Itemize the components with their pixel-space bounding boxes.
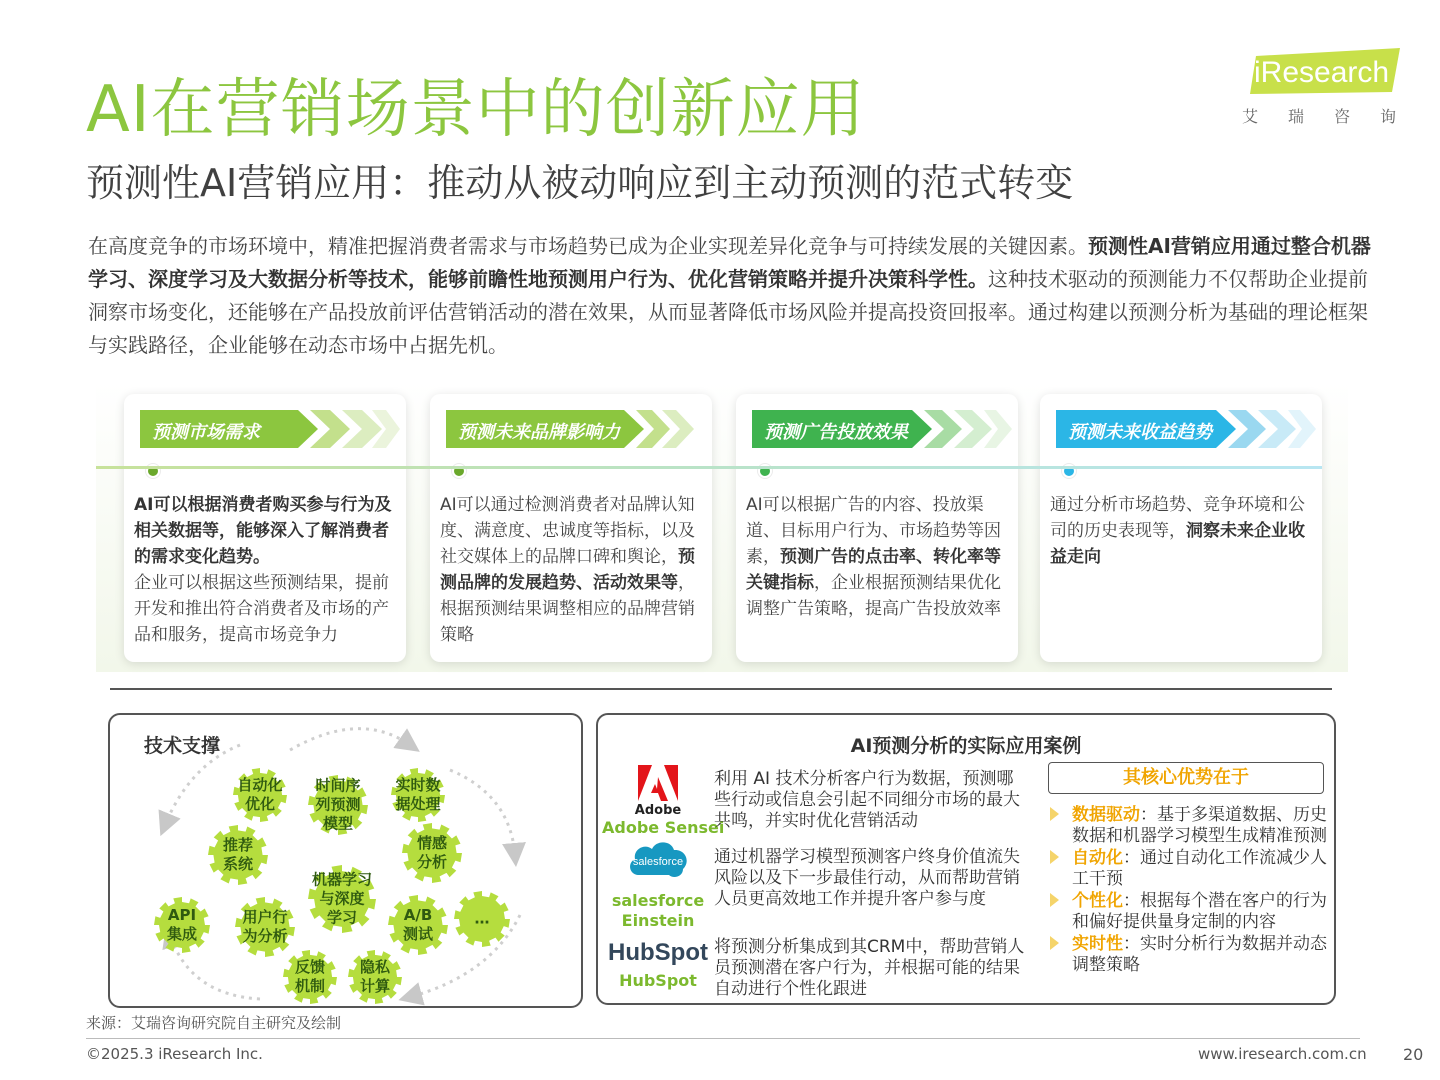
hubspot-logo [602, 939, 714, 990]
card-title: 预测市场需求 [152, 422, 260, 443]
card-body [440, 492, 702, 648]
tech-title: 技术支撑 [144, 735, 221, 757]
bullet-triangle-icon [1050, 850, 1059, 864]
adobe-wordmark: Adobe [634, 803, 682, 818]
card-ad-performance [736, 394, 1018, 662]
card-market-demand [124, 394, 406, 662]
case-title: AI预测分析的实际应用案例 [850, 735, 1082, 757]
website-link[interactable]: www.iresearch.com.cn [1198, 1045, 1367, 1063]
adobe-sensei-name: Adobe Sensei [602, 818, 725, 837]
card-header [1056, 410, 1316, 448]
card-text: AI可以通过检测消费者对品牌认知度、满意度、忠诚度等指标，以及社交媒体上的品牌口碑和舆论， [440, 495, 695, 567]
card-header [446, 410, 706, 448]
case-panel [596, 713, 1336, 1005]
card-text: 企业可以根据这些预测结果，提前开发和推出符合消费者及市场的产品和服务，提高市场竞争力 [134, 573, 389, 645]
card-title: 预测未来品牌影响力 [458, 422, 620, 443]
gear-label: A/B 测试 [402, 906, 434, 943]
gear-label: 用户行 为分析 [242, 908, 288, 945]
salesforce-cloud-text: salesforce [632, 856, 684, 868]
bullet-triangle-icon [1050, 893, 1059, 907]
card-body [746, 492, 1008, 622]
page-subtitle: 预测性AI营销应用：推动从被动响应到主动预测的范式转变 [86, 161, 1074, 205]
case-desc-adobe: 利用 AI 技术分析客户行为数据，预测哪些行动或信息会引起不同细分市场的最大共鸣，并实时优化营销活动 [714, 769, 1020, 831]
card-text: AI可以根据广告的内容、投放渠道、目标用户行为、市场趋势等因素， [746, 495, 1001, 567]
card-body [1050, 492, 1312, 570]
advantage-item: 个性化：根据每个潜在客户的行为和偏好提供量身定制的内容 [1048, 891, 1328, 933]
card-text: ，根据预测结果调整相应的品牌营销策略 [440, 573, 695, 645]
card-text-bold: 预测广告的点击率、转化率等关键指标 [746, 547, 1001, 593]
card-text: ，企业根据预测结果优化调整广告策略，提高广告投放效率 [746, 573, 1001, 619]
case-desc-salesforce: 通过机器学习模型预测客户终身价值流失风险以及下一步最佳行动，从而帮助营销人员更高效地工作并提升客户参与度 [714, 847, 1020, 909]
gear-label: 推荐 系统 [222, 836, 254, 873]
page-title: AI在营销场景中的创新应用 [86, 73, 866, 147]
salesforce-cloud-icon [625, 837, 691, 883]
intro-paragraph [88, 230, 1378, 362]
card-revenue-trend [1040, 394, 1322, 662]
source-note: 来源：艾瑞咨询研究院自主研究及绘制 [86, 1014, 342, 1032]
gear-label: 机器学习 与深度 学习 [311, 870, 373, 927]
tech-gears-diagram [110, 715, 581, 1006]
gear-label: 时间序 列预测 模型 [315, 776, 361, 833]
salesforce-einstein-logo [608, 837, 708, 931]
iresearch-logo [1240, 46, 1427, 126]
copyright: ©2025.3 iResearch Inc. [86, 1045, 263, 1063]
section-divider [110, 688, 1332, 690]
intro-text-3: 这种技术驱动的预测能力不仅帮助企业提前洞察市场变化，还能够在产品投放前评估营销活动的潜在效果，从而显著降低市场风险并提高投资回报率。通过构建以预测分析为基础的理论框架与实践路径，企业能够在动态市场中占据先机。 [88, 267, 1368, 357]
adobe-sensei-logo [602, 765, 725, 837]
card-text-bold: 预测品牌的发展趋势、活动效果等 [440, 547, 695, 593]
hubspot-wordmark: HubSpot [608, 939, 708, 966]
gear-label: 自动化 优化 [237, 776, 283, 813]
card-header [752, 410, 1012, 448]
logo-subtext: 艾瑞咨询 [1242, 107, 1427, 126]
advantage-item: 自动化：通过自动化工作流减少人工干预 [1048, 848, 1328, 890]
gear-label: 隐私 计算 [359, 958, 391, 995]
tech-support-panel [108, 713, 583, 1008]
card-header [140, 410, 400, 448]
card-text: 通过分析市场趋势、竞争环境和公司的历史表现等， [1050, 495, 1305, 541]
card-text-bold: AI可以根据消费者购买参与行为及相关数据等，能够深入了解消费者的需求变化趋势。 [134, 495, 392, 567]
timeline-line [96, 466, 1322, 469]
advantage-item: 实时性：实时分析行为数据并动态调整策略 [1048, 934, 1328, 976]
gear-label: 反馈 机制 [294, 958, 326, 995]
gear-label: 情感 分析 [416, 834, 448, 871]
card-title: 预测广告投放效果 [764, 422, 908, 443]
page-number: 20 [1403, 1045, 1424, 1064]
gear-label: API 集成 [166, 906, 198, 943]
advantage-header: 其核心优势在于 [1048, 762, 1324, 794]
gear-label: … [474, 909, 490, 928]
gear-label: 实时数 据处理 [395, 776, 441, 813]
intro-text-1: 在高度竞争的市场环境中，精准把握消费者需求与市场趋势已成为企业实现差异化竞争与可持续发展的关键因素。 [88, 234, 1088, 258]
bullet-triangle-icon [1050, 936, 1059, 950]
footer-divider [86, 1038, 1360, 1039]
case-desc-hubspot: 将预测分析集成到其CRM中，帮助营销人员预测潜在客户行为，并根据可能的结果自动进行个性化跟进 [714, 937, 1025, 999]
adobe-icon [638, 765, 678, 801]
advantage-item: 数据驱动：基于多渠道数据、历史数据和机器学习模型生成精准预测 [1048, 805, 1328, 847]
salesforce-einstein-name: salesforce Einstein [611, 891, 705, 930]
hubspot-name: HubSpot [619, 971, 697, 990]
card-text-bold: 洞察未来企业收益走向 [1050, 521, 1305, 567]
bullet-triangle-icon [1050, 807, 1059, 821]
intro-text-bold: 预测性AI营销应用通过整合机器学习、深度学习及大数据分析等技术，能够前瞻性地预测用户行为、优化营销策略并提升决策科学性。 [88, 234, 1371, 291]
logo-wordmark: iResearch [1254, 56, 1390, 89]
card-body [134, 492, 396, 648]
advantage-list [1048, 805, 1328, 977]
card-brand-influence [430, 394, 712, 662]
card-title: 预测未来收益趋势 [1068, 422, 1212, 443]
